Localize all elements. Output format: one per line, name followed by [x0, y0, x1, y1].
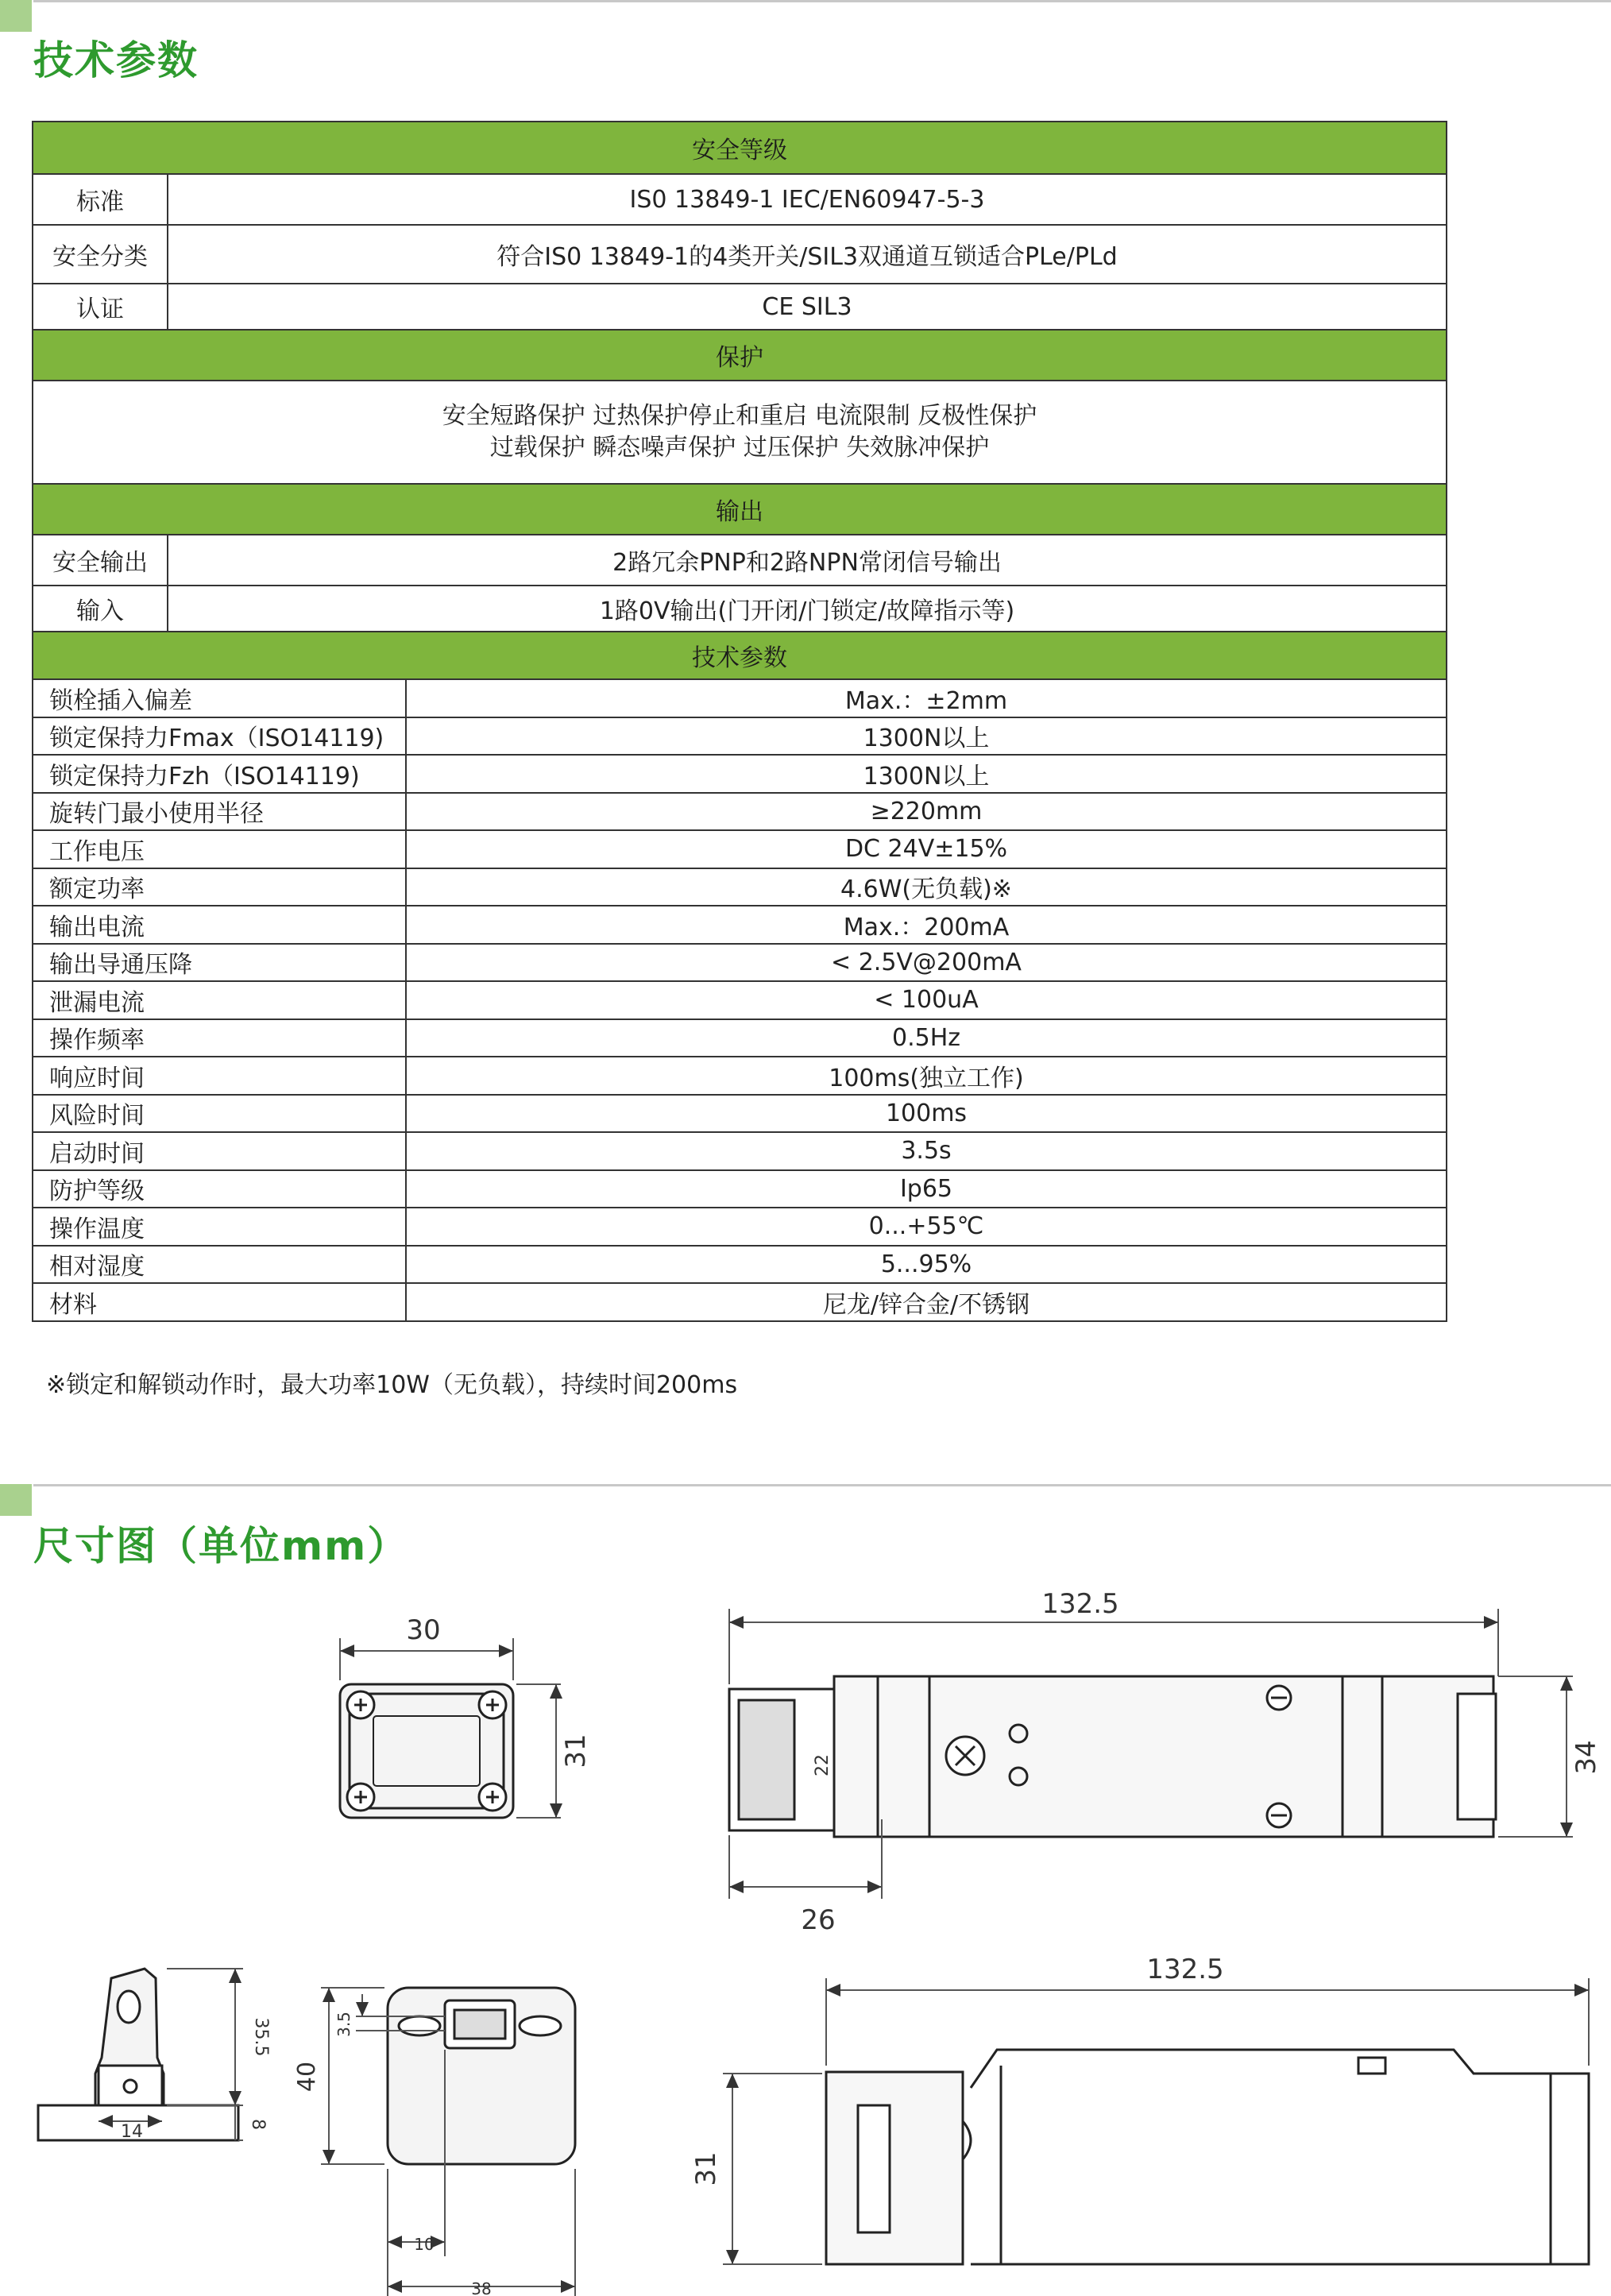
- row-value: 尼龙/锌合金/不锈钢: [406, 1283, 1447, 1321]
- dim-label: 38: [471, 2279, 492, 2296]
- row-value: 0...+55℃: [406, 1208, 1447, 1246]
- table-row: [33, 793, 1447, 831]
- row-value: 符合IS0 13849-1的4类开关/SIL3双通道互锁适合PLe/PLd: [168, 225, 1447, 284]
- table-row: [33, 1057, 1447, 1095]
- table-row: [33, 586, 1447, 632]
- row-key: 工作电压: [33, 830, 406, 868]
- dim-label: 35.5: [251, 2017, 271, 2057]
- spec-table: [32, 121, 1447, 1322]
- row-key: 输入: [33, 586, 168, 632]
- dim-label: 31: [560, 1734, 592, 1768]
- table-row: [33, 1283, 1447, 1321]
- section-marker: [0, 1484, 32, 1516]
- row-key: 输出电流: [33, 906, 406, 944]
- row-key: 安全分类: [33, 225, 168, 284]
- row-key: 风险时间: [33, 1095, 406, 1133]
- front-view: [340, 1684, 513, 1818]
- protect-cell: [33, 381, 1447, 484]
- table-row: [33, 1095, 1447, 1133]
- table-row: [33, 174, 1447, 225]
- safety-header: 安全等级: [33, 122, 1447, 174]
- row-key: 相对湿度: [33, 1246, 406, 1284]
- dim-label: 14: [121, 2122, 143, 2142]
- dim-label: 22: [813, 1754, 833, 1776]
- row-value: 4.6W(无负载)※: [406, 868, 1447, 906]
- dim-label: 132.5: [1041, 1588, 1119, 1620]
- table-row: [33, 830, 1447, 868]
- protect-row: [33, 381, 1447, 484]
- dimension-drawings: [0, 1549, 1611, 2296]
- dim-label: 31: [690, 2151, 722, 2186]
- table-row: [33, 284, 1447, 330]
- row-value: IS0 13849-1 IEC/EN60947-5-3: [168, 174, 1447, 225]
- row-key: 材料: [33, 1283, 406, 1321]
- row-value: < 100uA: [406, 981, 1447, 1019]
- table-row: [33, 717, 1447, 756]
- row-key: 泄漏电流: [33, 981, 406, 1019]
- row-value: 1路0V输出(门开闭/门锁定/故障指示等): [168, 586, 1447, 632]
- dim-label: 10: [414, 2235, 435, 2254]
- table-row: [33, 755, 1447, 793]
- tech-header-row: [33, 632, 1447, 679]
- table-row: [33, 225, 1447, 284]
- dim-label: 8: [248, 2119, 268, 2130]
- row-value: ≥220mm: [406, 793, 1447, 831]
- table-row: [33, 679, 1447, 717]
- table-row: [33, 868, 1447, 906]
- protect-header: 保护: [33, 330, 1447, 381]
- table-row: [33, 1208, 1447, 1246]
- row-key: 认证: [33, 284, 168, 330]
- protect-line: 安全短路保护 过热保护停止和重启 电流限制 反极性保护: [442, 402, 1037, 430]
- row-key: 锁栓插入偏差: [33, 679, 406, 717]
- row-key: 标准: [33, 174, 168, 225]
- row-value: < 2.5V@200mA: [406, 944, 1447, 982]
- output-header: 输出: [33, 484, 1447, 535]
- row-value: 0.5Hz: [406, 1019, 1447, 1057]
- table-row: [33, 906, 1447, 944]
- actuator-plate-view: [388, 1988, 575, 2164]
- row-value: Ip65: [406, 1170, 1447, 1208]
- row-key: 输出导通压降: [33, 944, 406, 982]
- dim-label: 30: [406, 1614, 441, 1646]
- dim-label: 3.5: [334, 2012, 353, 2037]
- row-value: DC 24V±15%: [406, 830, 1447, 868]
- row-value: 100ms: [406, 1095, 1447, 1133]
- protect-line: 过载保护 瞬态噪声保护 过压保护 失效脉冲保护: [489, 434, 990, 462]
- footnote: ※锁定和解锁动作时，最大功率10W（无负载），持续时间200ms: [46, 1371, 738, 1399]
- tech-section-title: 技术参数: [33, 37, 199, 83]
- row-value: 5...95%: [406, 1246, 1447, 1284]
- table-row: [33, 1132, 1447, 1170]
- row-value: 2路冗余PNP和2路NPN常闭信号输出: [168, 535, 1447, 586]
- table-row: [33, 1246, 1447, 1284]
- actuator-side-view: [38, 1969, 238, 2140]
- row-key: 锁定保持力Fzh（ISO14119): [33, 755, 406, 793]
- safety-header-row: [33, 122, 1447, 174]
- row-value: 3.5s: [406, 1132, 1447, 1170]
- row-value: 1300N以上: [406, 717, 1447, 756]
- row-key: 操作频率: [33, 1019, 406, 1057]
- dim-label: 132.5: [1146, 1954, 1224, 1985]
- row-key: 旋转门最小使用半径: [33, 793, 406, 831]
- row-key: 安全输出: [33, 535, 168, 586]
- row-key: 操作温度: [33, 1208, 406, 1246]
- dim-label: 26: [801, 1904, 836, 1936]
- dim-label: 34: [1570, 1740, 1602, 1775]
- row-value: 100ms(独立工作): [406, 1057, 1447, 1095]
- row-key: 响应时间: [33, 1057, 406, 1095]
- side-view: [729, 1676, 1496, 1837]
- row-key: 锁定保持力Fmax（ISO14119): [33, 717, 406, 756]
- row-key: 额定功率: [33, 868, 406, 906]
- dim-label: 40: [293, 2061, 321, 2093]
- table-row: [33, 981, 1447, 1019]
- tech-header: 技术参数: [33, 632, 1447, 679]
- output-header-row: [33, 484, 1447, 535]
- top-divider: [33, 0, 1611, 2]
- row-value: Max.：±2mm: [406, 679, 1447, 717]
- table-row: [33, 535, 1447, 586]
- section-divider: [33, 1484, 1611, 1486]
- row-value: Max.：200mA: [406, 906, 1447, 944]
- table-row: [33, 944, 1447, 982]
- dimension-section-title: 尺寸图（单位mm）: [33, 1523, 409, 1569]
- bottom-view: [826, 2050, 1589, 2264]
- row-value: CE SIL3: [168, 284, 1447, 330]
- table-row: [33, 1019, 1447, 1057]
- row-key: 启动时间: [33, 1132, 406, 1170]
- protect-header-row: [33, 330, 1447, 381]
- table-row: [33, 1170, 1447, 1208]
- section-marker: [0, 0, 32, 32]
- row-value: 1300N以上: [406, 755, 1447, 793]
- row-key: 防护等级: [33, 1170, 406, 1208]
